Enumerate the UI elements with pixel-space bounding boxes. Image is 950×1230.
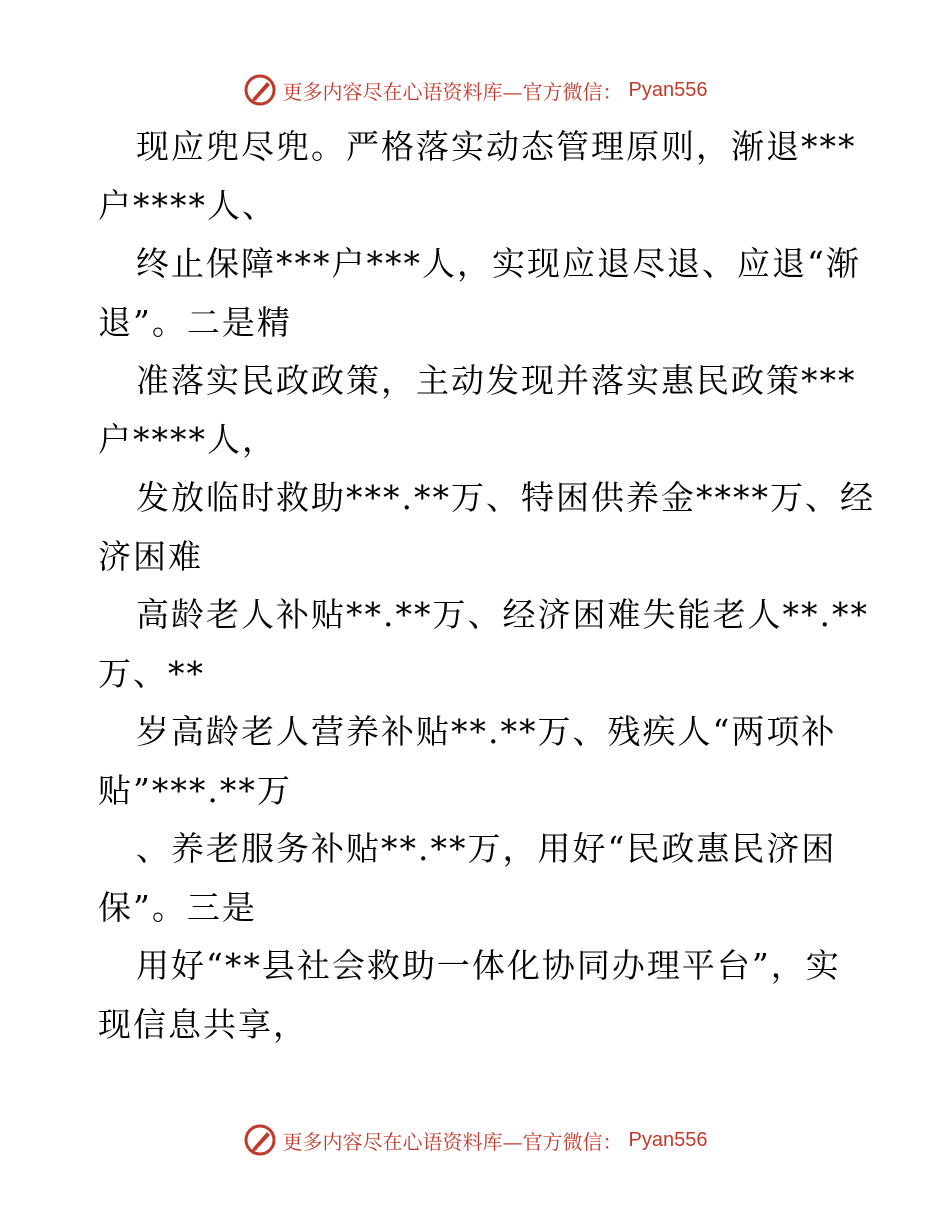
watermark-wechat-id: Pyan556	[628, 1128, 708, 1151]
header-watermark	[0, 70, 950, 110]
body-line: 户****人、	[98, 185, 277, 225]
watermark-text: 更多内容尽在心语资料库—官方微信：	[282, 79, 623, 104]
body-line: 保”。三是	[98, 887, 257, 927]
body-line: 准落实民政政策，主动发现并落实惠民政策***	[136, 361, 857, 400]
quill-pen-logo-icon	[243, 1123, 277, 1157]
body-line: 岁高龄老人营养补贴**.**万、残疾人“两项补	[136, 712, 837, 751]
body-line: 济困难	[98, 536, 203, 576]
body-line: 高龄老人补贴**.**万、经济困难失能老人**.**	[136, 595, 869, 634]
body-line: 户****人，	[98, 419, 277, 459]
quill-pen-logo-icon	[243, 73, 277, 107]
watermark-text: 更多内容尽在心语资料库—官方微信：	[282, 1129, 623, 1154]
body-line: 退”。二是精	[98, 302, 292, 342]
footer-watermark	[0, 1120, 950, 1160]
body-line: 现应兜尽兜。严格落实动态管理原则，渐退***	[136, 127, 857, 166]
body-line: 、养老服务补贴**.**万，用好“民政惠民济困	[136, 829, 837, 868]
watermark-wechat-id: Pyan556	[628, 78, 708, 101]
body-line: 发放临时救助***.**万、特困供养金****万、经	[136, 478, 875, 517]
body-line: 终止保障***户***人，实现应退尽退、应退“渐	[136, 244, 861, 283]
body-line: 万、**	[98, 653, 205, 693]
document-body	[98, 118, 875, 1054]
body-line: 贴”***.**万	[98, 770, 292, 810]
body-line: 用好“**县社会救助一体化协同办理平台”，实	[136, 946, 841, 985]
body-line: 现信息共享，	[98, 1004, 308, 1044]
